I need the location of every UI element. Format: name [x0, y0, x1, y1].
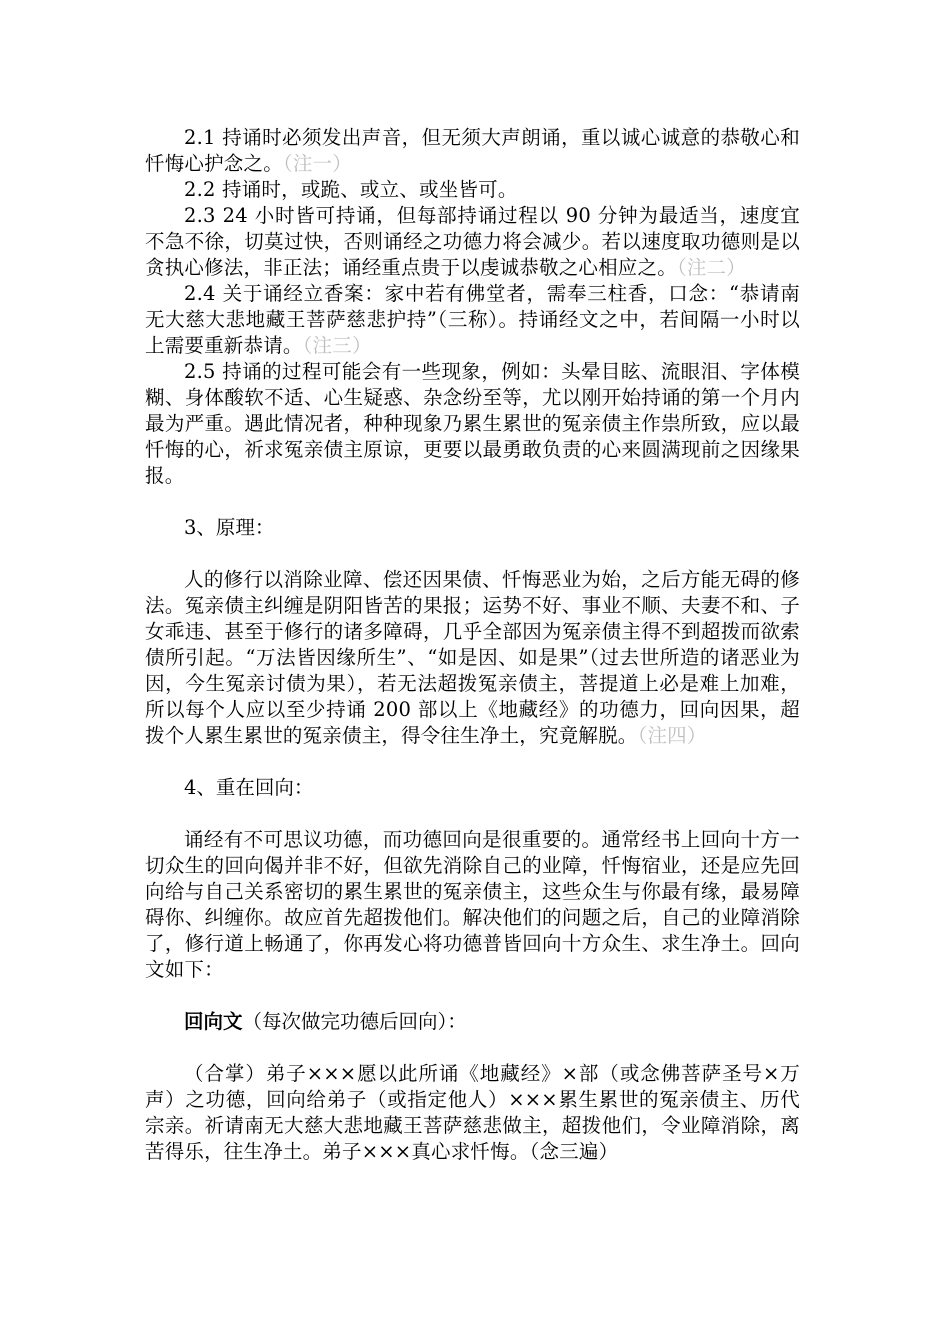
item-2-4	[145, 281, 800, 359]
item-number: 2.2	[184, 178, 216, 201]
item-number: 2.4	[184, 282, 216, 305]
item-2-3	[145, 203, 800, 281]
item-text: 持诵时必须发出声音，但无须大声朗诵，重以诚心诚意的恭敬心和忏悔心护念之。	[145, 126, 800, 175]
item-number: 2.1	[184, 126, 216, 149]
section-3-heading: 3、原理：	[184, 516, 275, 539]
note-ref[interactable]: （注三）	[302, 334, 372, 357]
item-number: 2.5	[184, 360, 216, 383]
body-text: 人的修行以消除业障、偿还因果债、忏悔恶业为始，之后方能无碍的修法。冤亲债主纠缠是阴阳皆苦的果报；运势不好、事业不顺、夫妻不和、子女乖违、甚至于修行的诸多障碍，几乎全部因为冤亲债主得不到超拨而欲索债所引起。“万法皆因缘所生”、“如是因、如是果”（过去世所造的诸恶业为因，今生冤亲讨债为果），若无法超拨冤亲债主，菩提道上必是难上加难，所以每个人应以至少持诵 200 部以上《地藏经》的功德力，回向因果，超拨个人累生累世的冤亲债主，得令往生净土，究竟解脱。	[145, 568, 800, 747]
dedication-subtitle: （每次做完功德后回向）：	[242, 1010, 467, 1033]
item-text: 24 小时皆可持诵，但每部持诵过程以 90 分钟为最适当，速度宜不急不徐，切莫过快，否则诵经之功德力将会减少。若以速度取功德则是以贪执心修法，非正法；诵经重点贵于以虔诚恭敬之心相应之。	[145, 204, 800, 279]
section-4-body: 诵经有不可思议功德，而功德回向是很重要的。通常经书上回向十方一切众生的回向偈并非不好，但欲先消除自己的业障，忏悔宿业，还是应先回向给与自己关系密切的累生累世的冤亲债主，这些众生与你最有缘，最易障碍你、纠缠你。故应首先超拨他们。解决他们的问题之后，自己的业障消除了，修行道上畅通了，你再发心将功德普皆回向十方众生、求生净土。回向文如下：	[145, 828, 800, 981]
item-text: 关于诵经立香案：家中若有佛堂者，需奉三柱香，口念：“恭请南无大慈大悲地藏王菩萨慈悲护持”（三称）。持诵经文之中，若间隔一小时以上需要重新恭请。	[145, 282, 800, 357]
item-2-2	[145, 177, 800, 203]
note-ref[interactable]: （注四）	[637, 724, 707, 747]
document-page	[145, 125, 800, 1165]
note-ref[interactable]: （注一）	[282, 152, 352, 175]
item-number: 2.3	[184, 204, 216, 227]
dedication-body: （合掌）弟子×××愿以此所诵《地藏经》×部（或念佛菩萨圣号×万声）之功德，回向给弟子（或指定他人）×××累生累世的冤亲债主、历代宗亲。祈请南无大慈大悲地藏王菩萨慈悲做主，超拨他们，令业障消除，离苦得乐，往生净土。弟子×××真心求忏悔。（念三遍）	[145, 1062, 800, 1163]
item-2-5	[145, 359, 800, 489]
dedication-heading	[145, 1009, 800, 1035]
item-2-1	[145, 125, 800, 177]
note-ref[interactable]: （注二）	[676, 256, 746, 279]
item-text: 持诵时，或跪、或立、或坐皆可。	[222, 178, 518, 201]
dedication-title: 回向文	[184, 1010, 243, 1033]
section-4-heading: 4、重在回向：	[184, 776, 314, 799]
item-text: 持诵的过程可能会有一些现象，例如：头晕目眩、流眼泪、字体模糊、身体酸软不适、心生疑惑、杂念纷至等，尤以刚开始持诵的第一个月内最为严重。遇此情况者，种种现象乃累生累世的冤亲债主作祟所致，应以最忏悔的心，祈求冤亲债主原谅，更要以最勇敢负责的心来圆满现前之因缘果报。	[145, 360, 800, 487]
section-3-body	[145, 567, 800, 749]
